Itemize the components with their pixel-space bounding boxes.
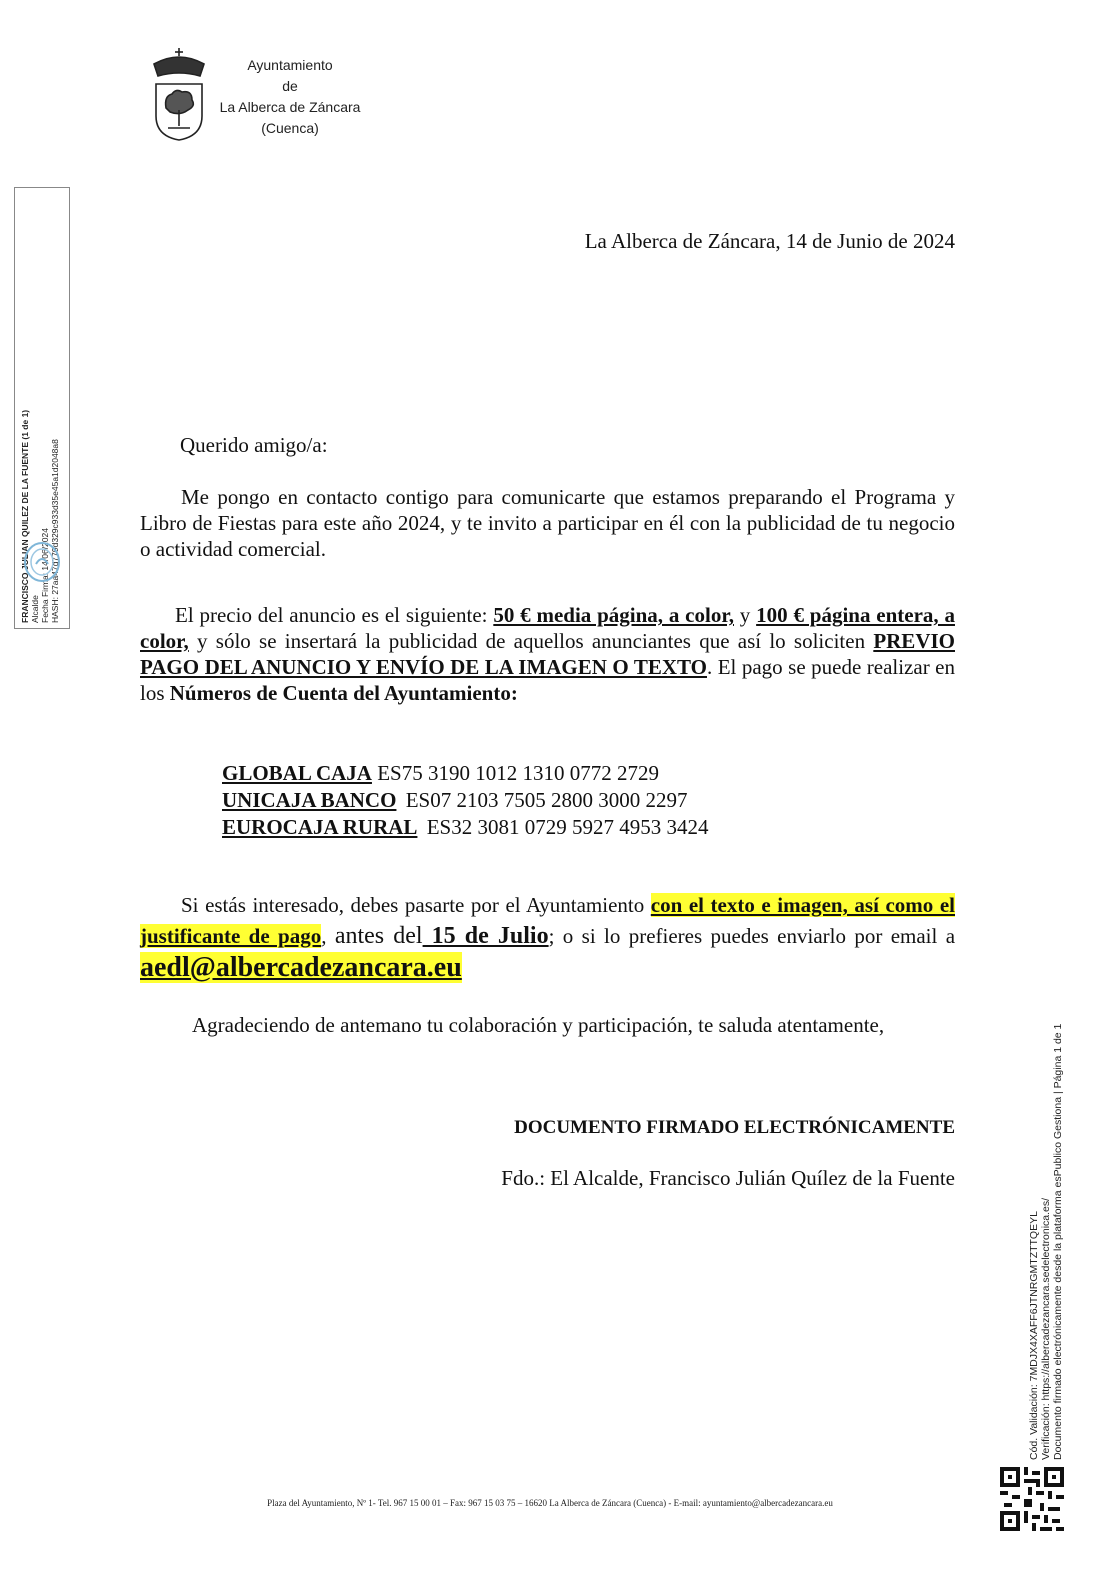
deadline-email-intro: ; o si lo prefieres puedes enviarlo por email a — [548, 924, 956, 948]
stamp-signer: FRANCISCO JULIAN QUILEZ DE LA FUENTE (1 de 1) — [20, 409, 30, 623]
stamp-role: Alcalde — [30, 595, 40, 623]
stamp-hash: HASH: 27aa47d779d329c933d35e45a1d2048a8 — [50, 439, 60, 623]
closing-text: Agradeciendo de antemano tu colaboración y participación, te saluda atentamente, — [192, 1013, 885, 1037]
paragraph-intro — [140, 484, 955, 562]
footer-address: Plaza del Ayuntamiento, Nº 1- Tel. 967 15 00 01 – Fax: 967 15 03 75 – 16620 La Alberca de Záncara (Cuenca) - E-mail: ayuntamiento@albercadezancara.eu — [267, 1498, 833, 1508]
letterhead-line: de — [282, 78, 298, 94]
price-and: y — [733, 603, 757, 627]
deadline-requirements: con el texto e imagen, así como el justificante de pago — [140, 893, 955, 948]
paragraph-price — [140, 602, 955, 706]
payment-intro: . El pago se puede realizar en los — [140, 655, 955, 705]
seal-icon — [22, 540, 62, 584]
bank-account-row — [222, 787, 687, 813]
bank-iban: ES75 3190 1012 1310 0772 2729 — [377, 761, 659, 785]
contact-email-link[interactable]: aedl@albercadezancara.eu — [140, 952, 462, 983]
bank-name: EUROCAJA RURAL — [222, 815, 418, 839]
signature-name: Fdo.: El Alcalde, Francisco Julián Quílez de la Fuente — [501, 1166, 955, 1190]
bank-account-row — [222, 814, 708, 840]
paragraph-intro-text: Me pongo en contacto contigo para comunicarte que estamos preparando el Programa y Libro de Fiestas para este año 2024, y te invito a participar en él con la publicidad de tu negocio o actividad comercial. — [140, 485, 955, 561]
stamp-date: Fecha Firma: 14/06/2024 — [40, 528, 50, 623]
deadline-antes: antes del — [334, 923, 423, 949]
signature-stamp — [14, 187, 70, 629]
letterhead-line: La Alberca de Záncara — [219, 99, 361, 115]
validation-platform: Documento firmado electrónicamente desde la plataforma esPublico Gestiona | Página 1 de 1 — [1052, 1023, 1064, 1460]
deadline-comma: , — [321, 924, 335, 948]
bank-iban: ES32 3081 0729 5927 4953 3424 — [426, 815, 709, 839]
letterhead-line: (Cuenca) — [261, 120, 319, 136]
letter-date: La Alberca de Záncara, 14 de Junio de 2024 — [584, 229, 955, 253]
qr-code-icon — [1000, 1467, 1064, 1531]
paragraph-deadline — [140, 890, 955, 985]
validation-code: Cód. Validación: 7MDJX4XAFF6JTNRGMTZTTQEYL — [1028, 1211, 1040, 1460]
municipal-crest-logo — [150, 46, 208, 142]
signed-electronically: DOCUMENTO FIRMADO ELECTRÓNICAMENTE — [514, 1117, 955, 1138]
validation-url: Verificación: https://albercadezancara.sedelectronica.es/ — [1040, 1197, 1052, 1460]
bank-account-row — [222, 760, 659, 786]
payment-accounts-label: Números de Cuenta del Ayuntamiento: — [169, 681, 518, 705]
letterhead-line: Ayuntamiento — [247, 57, 333, 73]
deadline-date: 15 de Julio — [422, 923, 549, 949]
bank-iban: ES07 2103 7505 2800 3000 2297 — [405, 788, 688, 812]
price-half-page: 50 € media página, a color, — [493, 603, 734, 627]
price-intro: El precio del anuncio es el siguiente: — [175, 603, 494, 627]
deadline-intro: Si estás interesado, debes pasarte por el Ayuntamiento — [181, 893, 651, 917]
price-condition-intro: y sólo se insertará la publicidad de aquellos anunciantes que así lo soliciten — [188, 629, 874, 653]
greeting: Querido amigo/a: — [180, 433, 328, 457]
validation-info — [1028, 980, 1076, 1460]
price-full-page: 100 € página entera, a color, — [140, 603, 955, 653]
price-condition: PREVIO PAGO DEL ANUNCIO Y ENVÍO DE LA IMAGEN O TEXTO — [140, 629, 955, 679]
bank-name: UNICAJA BANCO — [222, 788, 397, 812]
bank-name: GLOBAL CAJA — [222, 761, 372, 785]
